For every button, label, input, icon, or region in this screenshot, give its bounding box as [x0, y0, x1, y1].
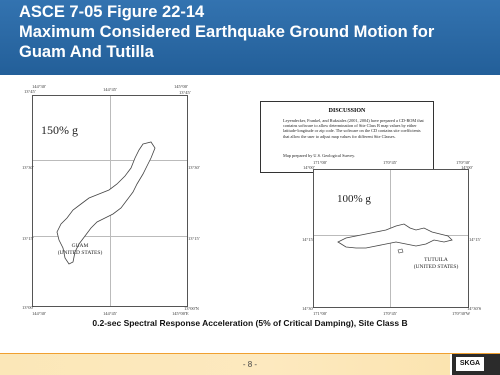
guam-coord: 144°30': [32, 311, 46, 316]
tutuila-coord: 170°45': [383, 311, 397, 316]
guam-coord: 13°00'N: [184, 306, 199, 311]
tutuila-coord: 170°30': [456, 160, 470, 165]
guam-coord: 13°45': [179, 90, 191, 95]
tutuila-region-label: [407, 257, 465, 271]
guam-coord: 144°45': [103, 87, 117, 92]
tutuila-value: 100% g: [337, 193, 371, 205]
title-line-1: ASCE 7-05 Figure 22-14: [19, 3, 205, 21]
title-line-2: Maximum Considered Earthquake Ground Motion for: [19, 23, 435, 41]
skga-logo-text: SKGA: [456, 357, 484, 371]
tutuila-coord: 14°30'S: [467, 306, 482, 311]
guam-value: 150% g: [41, 123, 78, 137]
tutuila-coord: 170°30'W: [452, 311, 471, 316]
guam-coord: 13°30': [22, 165, 34, 170]
tutuila-region-country: (UNITED STATES): [413, 264, 459, 270]
tutuila-coord: 14°15': [469, 237, 481, 242]
guam-coord: 144°30': [32, 84, 46, 89]
title-line-3: Guam And Tutilla: [19, 43, 154, 61]
title-banner: [0, 0, 500, 75]
tutuila-island-shape: [336, 220, 456, 255]
discussion-heading: DISCUSSION: [328, 108, 366, 114]
slide-title: [19, 2, 489, 62]
guam-coord: 13°15': [22, 236, 34, 241]
discussion-body: Leyendecker, Frankel, and Rukstales (2001, 2004) have prepared a CD-ROM that contains software to allow determination of Site Class B map values by either latitude-longitude or zip code. The software on the CD contains site coefficients that allow the user to adjust map values for different Site Classes.: [283, 118, 424, 139]
figure-caption: 0.2-sec Spectral Response Acceleration (5% of Critical Damping), Site Class B: [92, 318, 408, 328]
tutuila-coord: 14°30': [302, 306, 314, 311]
guam-coord: 145°00': [174, 84, 188, 89]
guam-region-name: GUAM: [71, 243, 89, 249]
tutuila-coord: 14°00': [461, 165, 473, 170]
discussion-box: [260, 101, 434, 173]
tutuila-coord: 14°15': [302, 237, 314, 242]
guam-coord: 144°45': [103, 311, 117, 316]
tutuila-coord: 171°00': [313, 311, 327, 316]
guam-coord: 13°15': [188, 236, 200, 241]
tutuila-coord: 171°00': [313, 160, 327, 165]
tutuila-region-name: TUTUILA: [424, 257, 448, 263]
page-number: - 8 -: [242, 360, 258, 369]
tutuila-coord: 170°45': [383, 160, 397, 165]
guam-coord: 13°30': [188, 165, 200, 170]
discussion-credit: Map prepared by U.S. Geological Survey.: [283, 153, 356, 158]
guam-region-label: [50, 243, 110, 257]
guam-coord: 145°00'E: [172, 311, 189, 316]
guam-region-country: (UNITED STATES): [57, 250, 103, 256]
tutuila-coord: 14°00': [303, 165, 315, 170]
guam-coord: 13°00': [22, 305, 34, 310]
guam-coord: 13°45': [24, 89, 36, 94]
